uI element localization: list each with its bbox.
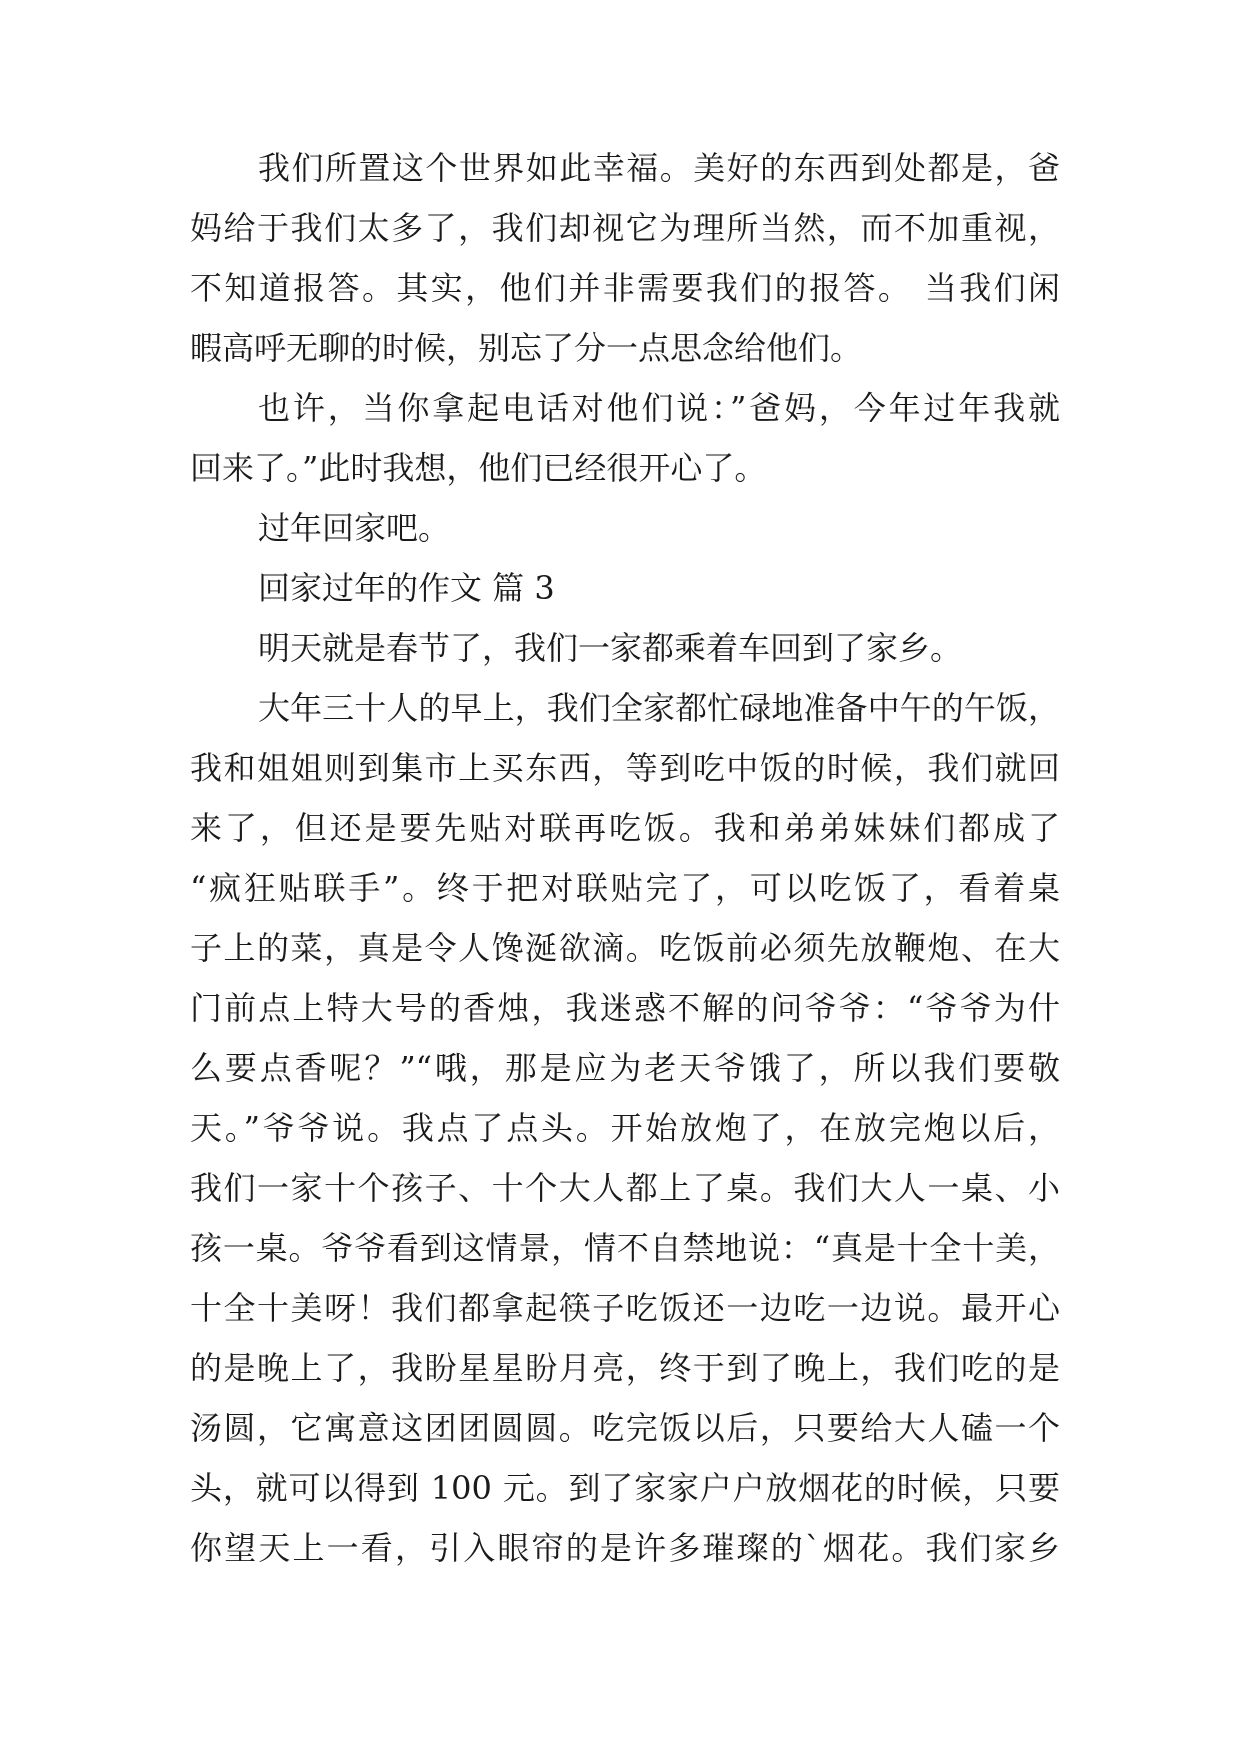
text-line: “疯狂贴联手”。终于把对联贴完了，可以吃饭了，看着桌 [190, 869, 1060, 907]
document-page [190, 138, 1060, 1578]
text-line: 也许，当你拿起电话对他们说：”爸妈，今年过年我就 [258, 389, 1060, 427]
text-line: 明天就是春节了，我们一家都乘着车回到了家乡。 [258, 629, 963, 667]
text-line: 妈给于我们太多了，我们却视它为理所当然，而不加重视， [190, 209, 1060, 247]
text-line: 过年回家吧。 [258, 509, 451, 547]
text-line: 子上的菜，真是令人馋涎欲滴。吃饭前必须先放鞭炮、在大 [190, 929, 1060, 967]
text-line: 来了，但还是要先贴对联再吃饭。我和弟弟妹妹们都成了 [190, 809, 1060, 847]
text-line: 天。”爷爷说。我点了点头。开始放炮了，在放完炮以后， [190, 1109, 1060, 1147]
text-line: 大年三十人的早上，我们全家都忙碌地准备中午的午饭， [258, 689, 1060, 727]
text-line: 门前点上特大号的香烛，我迷惑不解的问爷爷：“爷爷为什 [190, 989, 1060, 1027]
text-line: 的是晚上了，我盼星星盼月亮，终于到了晚上，我们吃的是 [190, 1349, 1060, 1387]
text-line: 我们一家十个孩子、十个大人都上了桌。我们大人一桌、小 [190, 1169, 1060, 1207]
text-line: 你望天上一看，引入眼帘的是许多璀璨的`烟花。我们家乡 [190, 1529, 1060, 1567]
text-line: 不知道报答。其实，他们并非需要我们的报答。 当我们闲 [190, 269, 1060, 307]
text-line: 我和姐姐则到集市上买东西，等到吃中饭的时候，我们就回 [190, 749, 1060, 787]
text-line: 暇高呼无聊的时候，别忘了分一点思念给他们。 [190, 329, 863, 367]
text-line: 十全十美呀！我们都拿起筷子吃饭还一边吃一边说。最开心 [190, 1289, 1060, 1327]
text-line: 么要点香呢？”“哦，那是应为老天爷饿了，所以我们要敬 [190, 1049, 1060, 1087]
text-line: 孩一桌。爷爷看到这情景，情不自禁地说：“真是十全十美， [190, 1229, 1060, 1267]
text-line: 汤圆，它寓意这团团圆圆。吃完饭以后，只要给大人磕一个 [190, 1409, 1060, 1447]
text-line: 头，就可以得到 100 元。到了家家户户放烟花的时候，只要 [190, 1469, 1060, 1507]
text-line: 回来了。”此时我想，他们已经很开心了。 [190, 449, 767, 487]
section-heading: 回家过年的作文 篇 3 [258, 569, 555, 607]
text-line: 我们所置这个世界如此幸福。美好的东西到处都是，爸 [258, 149, 1060, 187]
